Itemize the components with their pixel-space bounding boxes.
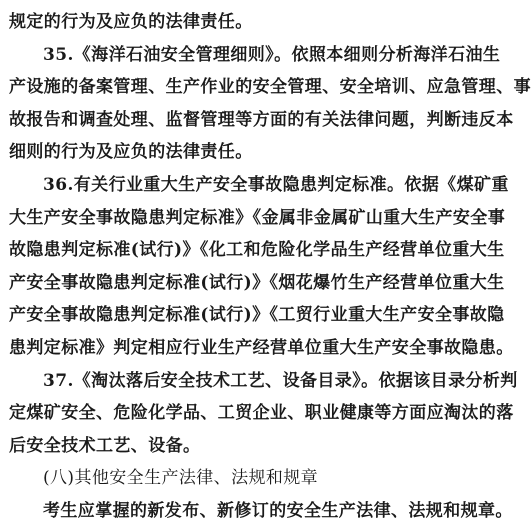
section-heading: (八)其他安全生产法律、法规和规章 (43, 468, 319, 489)
text-line: 产安全事故隐患判定标准(试行)》《烟花爆竹生产经营单位重大生 (9, 272, 505, 293)
paragraph-37 (9, 365, 518, 463)
text-line: 37.《淘汰落后安全技术工艺、设备目录》。依据该目录分析判 (43, 370, 518, 391)
text-line: 大生产安全事故隐患判定标准》《金属非金属矿山重大生产安全事 (9, 207, 506, 228)
text-line: 产安全事故隐患判定标准(试行)》《工贸行业重大生产安全事故隐 (9, 305, 505, 326)
text-line: 考生应掌握的新发布、新修订的安全生产法律、法规和规章。 (43, 500, 513, 521)
paragraph-34-tail (9, 6, 453, 39)
text-line: 故隐患判定标准(试行)》《化工和危险化学品生产经营单位重大生 (9, 240, 505, 261)
text-line: 后安全技术工艺、设备。 (9, 435, 201, 456)
text-line: 36.有关行业重大生产安全事故隐患判定标准。依据《煤矿重 (43, 174, 509, 195)
text-line: 细则的行为及应负的法律责任。 (9, 142, 253, 163)
paragraph-35 (9, 39, 531, 169)
text-line: 规定的行为及应负的法律责任。 (9, 12, 253, 32)
section-8-body (9, 495, 513, 528)
section-8-heading (9, 462, 453, 495)
text-line: 35.《海洋石油安全管理细则》。依照本细则分析海洋石油生 (43, 44, 501, 65)
text-line: 定煤矿安全、危险化学品、工贸企业、职业健康等方面应淘汰的落 (9, 403, 514, 424)
paragraph-36 (9, 169, 514, 365)
text-line: 患判定标准》判定相应行业生产经营单位重大生产安全事故隐患。 (9, 337, 514, 358)
text-line: 故报告和调查处理、监督管理等方面的有关法律问题，判断违反本 (9, 109, 514, 130)
text-line: 产设施的备案管理、生产作业的安全管理、安全培训、应急管理、事 (9, 77, 531, 98)
